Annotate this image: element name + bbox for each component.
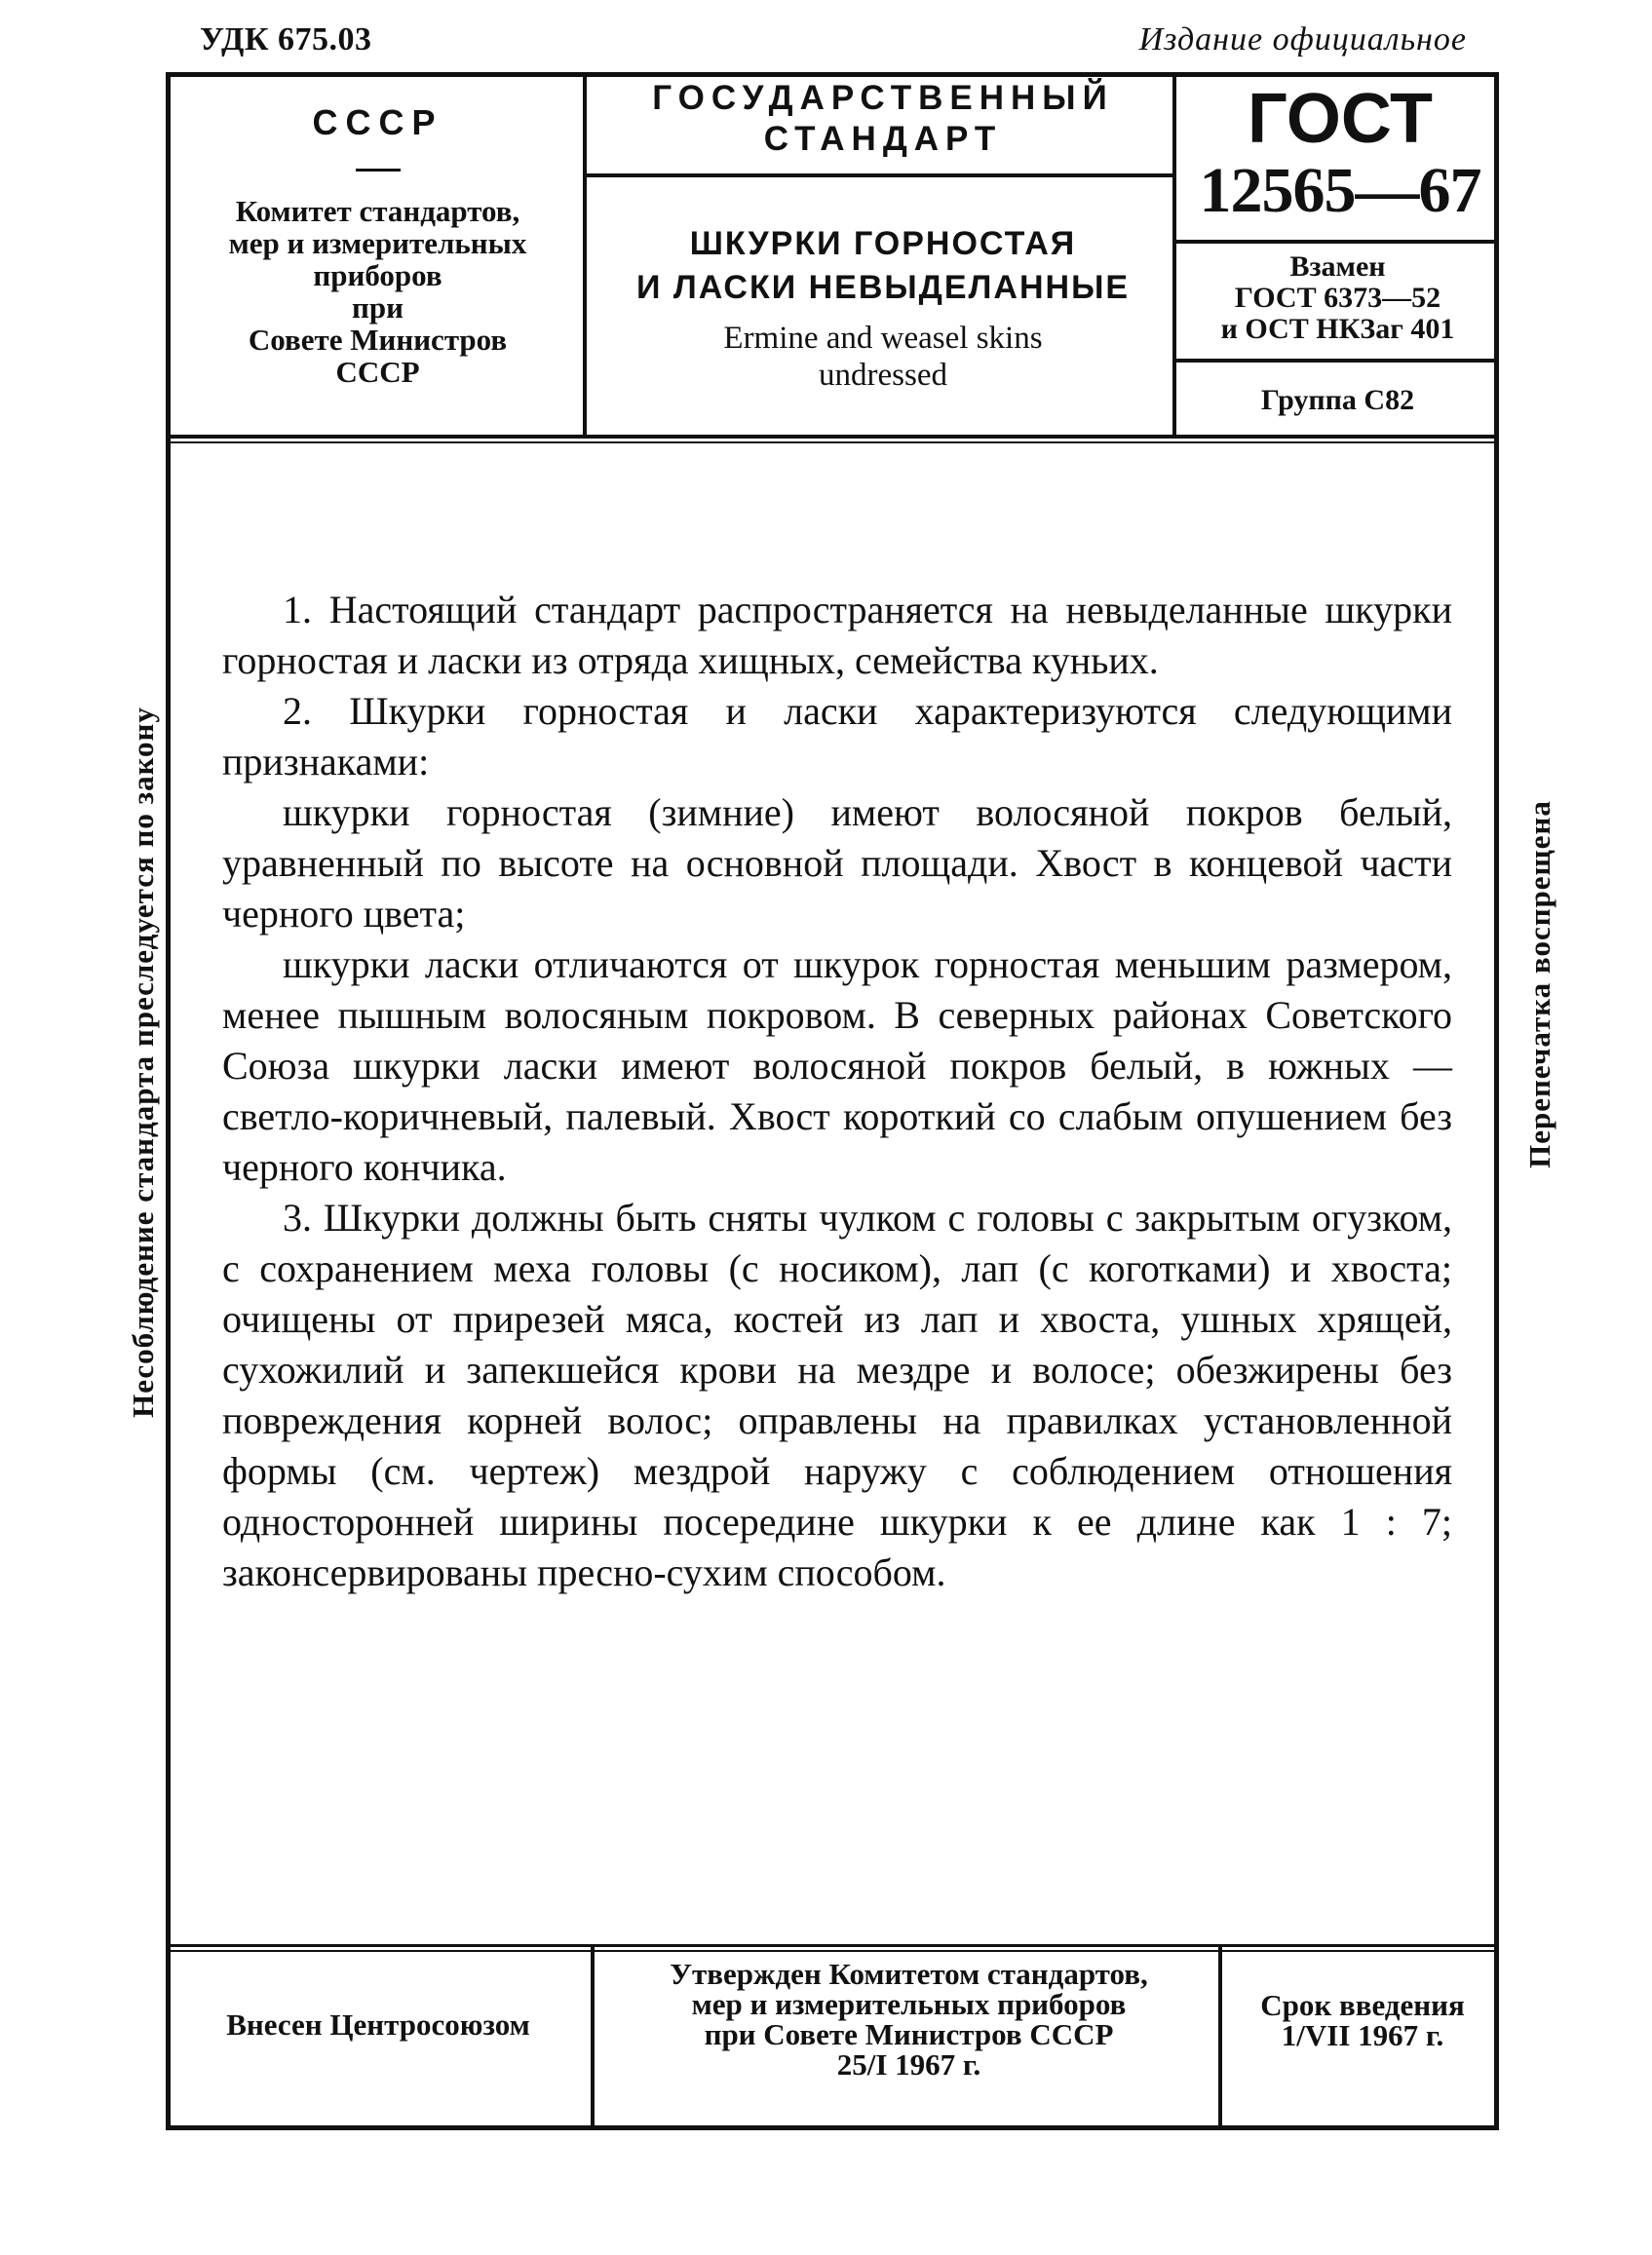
replace-divider [1176,359,1494,363]
title-russian: ШКУРКИ ГОРНОСТАЯ И ЛАСКИ НЕВЫДЕЛАННЫЕ [635,225,1131,306]
paragraph: 2. Шкурки горностая и ласки характеризуются следующими признаками: [222,689,1452,784]
gost-label: ГОСТ [1247,80,1434,158]
title-divider [587,173,1172,177]
udk-code: УДК 675.03 [200,21,372,57]
footer-divider-1 [591,1947,595,2125]
paragraph: 3. Шкурки должны быть сняты чулком с головы с закрытым огузком, с сохранением меха головы (с носиком), лап (с коготками) и хвоста; очищены от прирезей мяса, костей из лап и хвоста, ушных хрящей, сухожилий и запекшейся крови на мездре и волосе; обезжирены без повреждения корней волос; оправлены на правилках установленной формы (см. чертеж) мездрой наружу с соблюдением отношения односторонней ширины посередине шкурки к ее длине как 1 : 7; законсервированы пресно-сухим способом. [222,1196,1452,1594]
authority-cell [171,102,585,388]
group-code: Группа С82 [1260,384,1415,416]
gost-number: 12565—67 [1199,155,1481,226]
effective-date: Срок введения 1/VII 1967 г. [1260,1988,1465,2052]
standard-body [222,585,1452,1598]
country-dash [356,169,401,172]
paragraph: 1. Настоящий стандарт распространяется на невыделанные шкурки горностая и ласки из отряда хищных, семейства куньих. [222,588,1452,682]
edition-label: Издание официальное [1138,21,1467,57]
footer-top-rule [171,1944,1494,1947]
committee-name: Комитет стандартов, мер и измерительных приборов при Совете Министров СССР [228,194,527,389]
left-margin-notice: Несоблюдение стандарта преследуется по закону [126,707,160,1418]
submitted-by: Внесен Центросоюзом [226,2007,530,2042]
replaces-block: Взамен ГОСТ 6373—52 и ОСТ НКЗаг 401 [1220,250,1455,345]
standard-type: ГОСУДАРСТВЕННЫЙ СТАНДАРТ [652,79,1114,158]
right-margin-notice: Перепечатка воспрещена [1522,800,1556,1168]
title-english: Ermine and weasel skins undressed [723,321,1043,393]
paragraph: шкурки ласки отличаются от шкурок горностая меньшим размером, менее пышным волосяным покровом. В северных районах Советского Союза шкурки ласки имеют волосяной покров белый, в южных — светло-коричневый, палевый. Хвост короткий со слабым опушением без черного кончика. [222,942,1452,1189]
header-bottom-rule-2 [171,441,1494,443]
approved-by: Утвержден Комитетом стандартов, мер и измерительных приборов при Совете Министров СССР 25/I 1967 г. [670,1957,1148,2082]
paragraph: шкурки горностая (зимние) имеют волосяной покров белый, уравненный по высоте на основной площади. Хвост в концевой части черного цвета; [222,790,1452,936]
gost-divider [1176,240,1494,244]
country-name: СССР [312,102,443,142]
header-bottom-rule [171,435,1494,439]
footer-top-rule-2 [171,1950,1494,1952]
footer-divider-2 [1218,1947,1222,2125]
